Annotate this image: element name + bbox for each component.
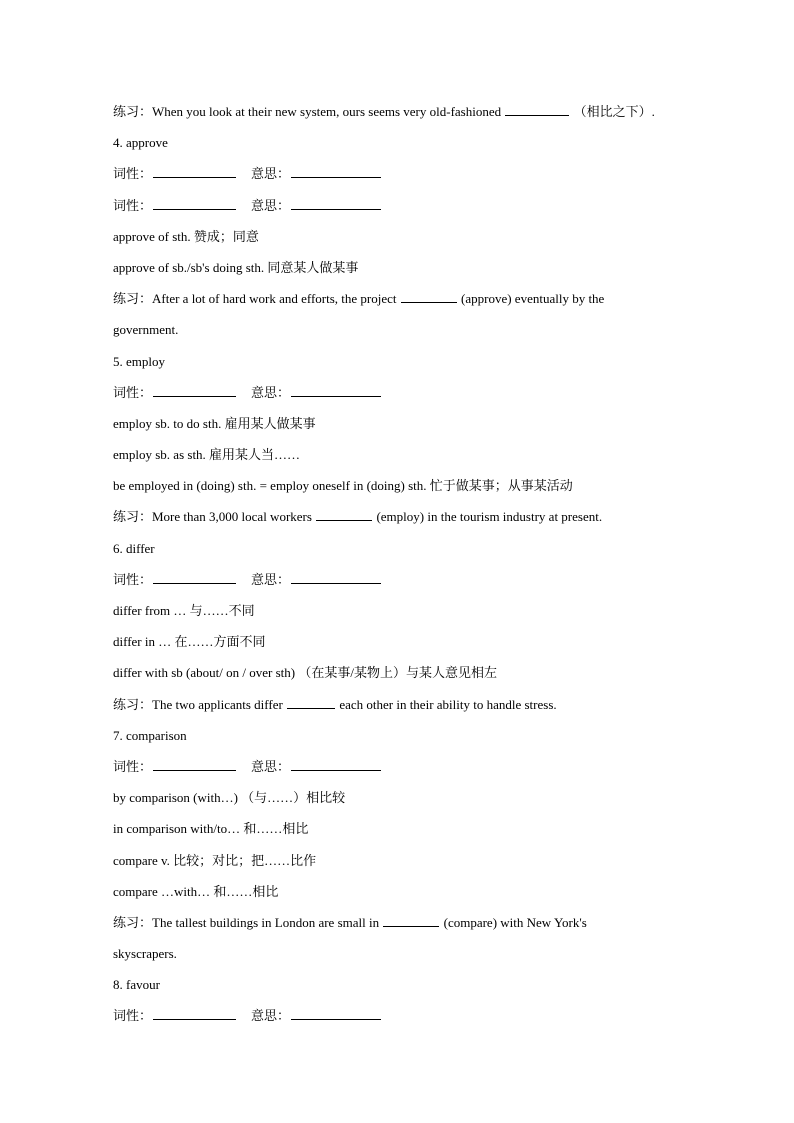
answer-blank[interactable] (401, 287, 457, 303)
answer-blank[interactable] (316, 505, 372, 521)
meaning-blank[interactable] (291, 1004, 381, 1020)
word-heading: 8. favour (113, 977, 160, 993)
word-heading: 5. employ (113, 353, 165, 369)
word-heading: 7. comparison (113, 727, 187, 743)
exercise-line (113, 99, 703, 130)
part-of-speech-label: 词性： (113, 758, 153, 774)
part-of-speech-blank[interactable] (153, 568, 236, 584)
part-of-speech-blank[interactable] (153, 381, 236, 397)
part-of-speech-blank[interactable] (153, 194, 236, 210)
part-of-speech-blank[interactable] (153, 1004, 236, 1020)
exercise-continuation: skyscrapers. (113, 946, 177, 962)
meaning-label: 意思： (251, 197, 291, 213)
meaning-blank[interactable] (291, 568, 381, 584)
field-line (113, 193, 703, 224)
exercise-text: 练习：After a lot of hard work and efforts, the project (113, 291, 400, 307)
exercise-text: each other in their ability to handle stress. (336, 696, 557, 712)
exercise-text: (compare) with New York's (440, 914, 587, 930)
phrase-line: compare v. 比较；对比；把……比作 (113, 852, 317, 868)
phrase-line: differ in … 在……方面不同 (113, 634, 266, 650)
meaning-blank[interactable] (291, 194, 381, 210)
field-line (113, 567, 703, 598)
document-content (113, 99, 703, 1035)
part-of-speech-blank[interactable] (153, 162, 236, 178)
meaning-blank[interactable] (291, 755, 381, 771)
exercise-line (113, 692, 703, 723)
phrase-line: in comparison with/to… 和……相比 (113, 821, 309, 837)
phrase-line: approve of sb./sb's doing sth. 同意某人做某事 (113, 259, 359, 275)
word-heading: 4. approve (113, 135, 168, 151)
answer-blank[interactable] (383, 911, 439, 927)
meaning-blank[interactable] (291, 162, 381, 178)
exercise-text: 练习：When you look at their new system, ours seems very old-fashioned (113, 104, 505, 119)
part-of-speech-label: 词性： (113, 571, 153, 587)
exercise-text: (employ) in the tourism industry at present. (373, 509, 603, 525)
phrase-line: be employed in (doing) sth. = employ oneself in (doing) sth. 忙于做某事；从事某活动 (113, 478, 573, 494)
phrase-line: approve of sth. 赞成；同意 (113, 228, 259, 244)
answer-blank[interactable] (287, 693, 335, 709)
exercise-text: (approve) eventually by the (457, 291, 605, 307)
answer-blank[interactable] (505, 100, 569, 116)
part-of-speech-label: 词性： (113, 384, 153, 400)
part-of-speech-blank[interactable] (153, 755, 236, 771)
meaning-label: 意思： (251, 384, 291, 400)
meaning-label: 意思： (251, 758, 291, 774)
field-line (113, 380, 703, 411)
phrase-line: compare …with… 和……相比 (113, 883, 279, 899)
exercise-text: 练习：The tallest buildings in London are small in (113, 914, 383, 930)
field-line (113, 161, 703, 192)
field-line (113, 1003, 703, 1034)
meaning-label: 意思： (251, 1008, 291, 1024)
meaning-blank[interactable] (291, 381, 381, 397)
meaning-label: 意思： (251, 166, 291, 182)
meaning-label: 意思： (251, 571, 291, 587)
field-line (113, 754, 703, 785)
exercise-continuation: government. (113, 322, 179, 338)
phrase-line: differ from … 与……不同 (113, 603, 255, 618)
exercise-line (113, 504, 703, 535)
phrase-line: employ sb. as sth. 雇用某人当…… (113, 447, 301, 463)
phrase-line: employ sb. to do sth. 雇用某人做某事 (113, 415, 316, 431)
phrase-line: by comparison (with…) （与……）相比较 (113, 790, 346, 806)
exercise-text: 练习：More than 3,000 local workers (113, 509, 316, 525)
exercise-text: 练习：The two applicants differ (113, 696, 287, 712)
exercise-line (113, 910, 703, 941)
exercise-text: （相比之下）. (570, 104, 655, 119)
word-heading: 6. differ (113, 540, 155, 556)
part-of-speech-label: 词性： (113, 166, 153, 182)
exercise-line (113, 286, 703, 317)
part-of-speech-label: 词性： (113, 197, 153, 213)
part-of-speech-label: 词性： (113, 1008, 153, 1024)
phrase-line: differ with sb (about/ on / over sth) （在某事/某物上）与某人意见相左 (113, 665, 497, 681)
